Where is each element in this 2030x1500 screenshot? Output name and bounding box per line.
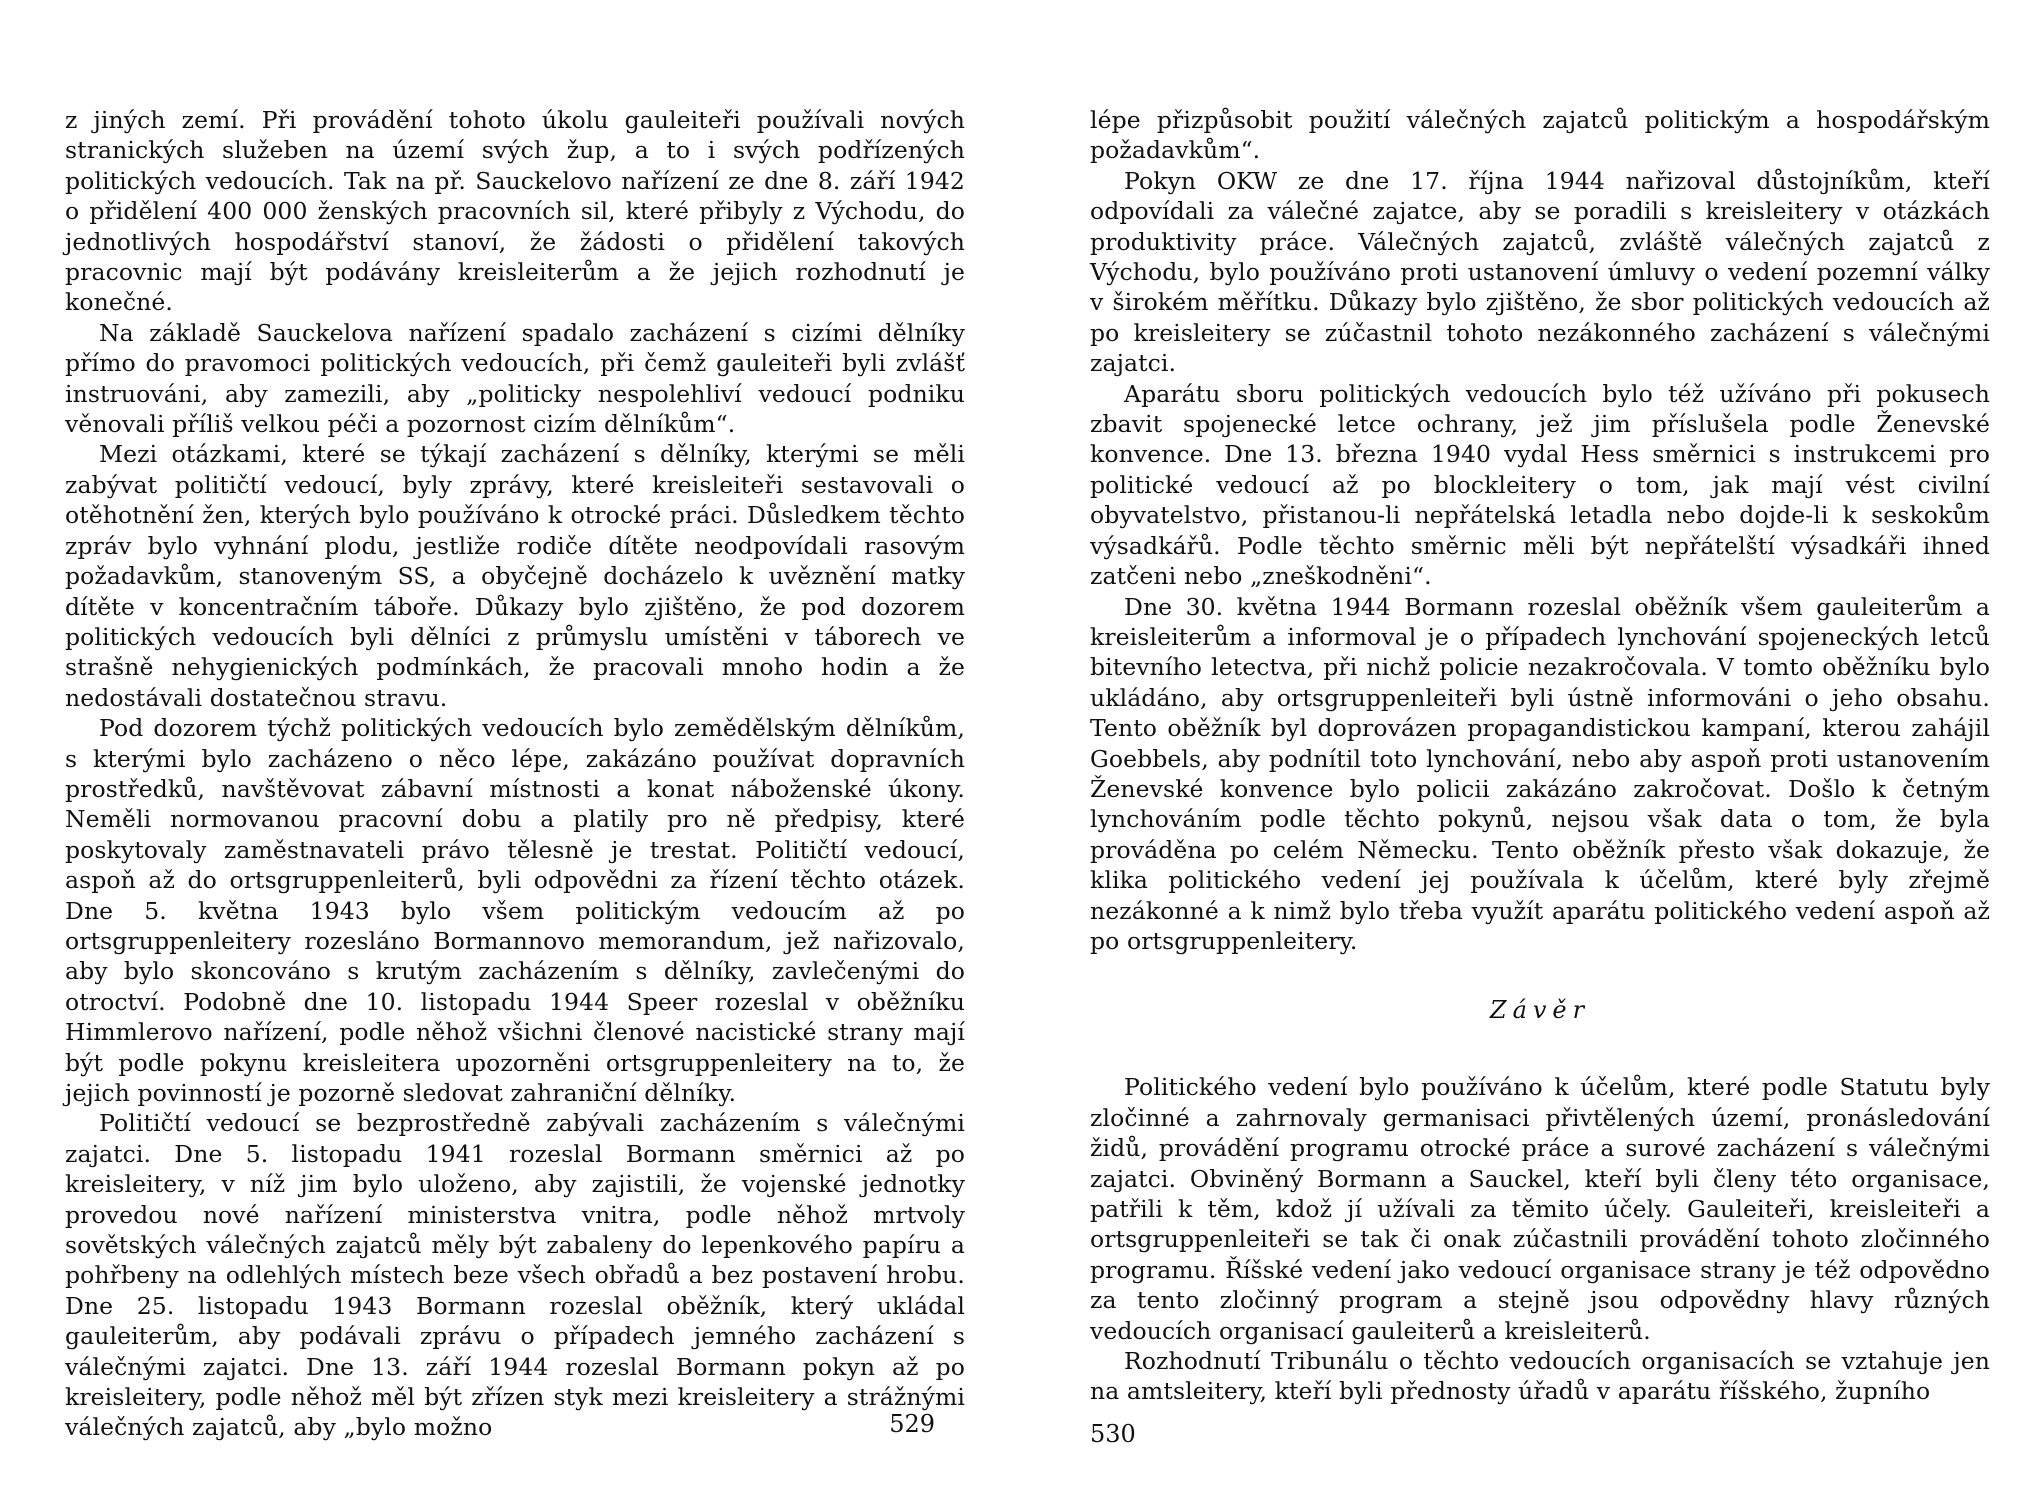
right-page-text (1090, 0, 1990, 1407)
paragraph: Političtí vedoucí se bezprostředně zabývali zacházením s válečnými zajatci. Dne 5. listopadu 1941 rozeslal Bormann směrnici až po kreisleitery, v níž jim bylo uloženo, aby zajistili, že vojenské jednotky provedou nové nařízení ministerstva vnitra, podle něhož mrtvoly sovětských válečných zajatců měly být zabaleny do lepenkového papíru a pohřbeny na odlehlých místech beze všech obřadů a bez postavení hrobu. Dne 25. listopadu 1943 Bormann rozeslal oběžník, který ukládal gauleiterům, aby podávali zprávu o případech jemného zacházení s válečnými zajatci. Dne 13. září 1944 rozeslal Bormann pokyn až po kreisleitery, podle něhož měl být zřízen styk mezi kreisleitery a strážnými válečných zajatců, aby „bylo možno (65, 1109, 965, 1442)
section-heading: Závěr (1489, 996, 1591, 1025)
right-page (1090, 0, 1990, 1500)
paragraph: Pod dozorem týchž politických vedoucích bylo zemědělským dělníkům, s kterými bylo zacházeno o něco lépe, zakázáno používat dopravních prostředků, navštěvovat zábavní místnosti a konat náboženské úkony. Neměli normovanou pracovní dobu a platily pro ně předpisy, které poskytovaly zaměstnavateli právo tělesně je trestat. Političtí vedoucí, aspoň až do ortsgruppenleiterů, byli odpovědni za řízení těchto otázek. Dne 5. května 1943 bylo všem politickým vedoucím až po ortsgruppenleitery rozesláno Bormannovo memorandum, jež nařizovalo, aby bylo skoncováno s krutým zacházením s dělníky, zavlečenými do otroctví. Podobně dne 10. listopadu 1944 Speer rozeslal v oběžníku Himmlerovo nařízení, podle něhož všichni členové nacistické strany mají být podle pokynu kreisleitera upozorněni ortsgruppenleitery na to, že jejich povinností je pozorně sledovat zahraniční dělníky. (65, 714, 965, 1107)
paragraph: z jiných zemí. Při provádění tohoto úkolu gauleiteři používali nových stranických služeben na území svých žup, a to i svých podřízených politických vedoucích. Tak na př. Sauckelovo nařízení ze dne 8. září 1942 o přidělení 400 000 ženských pracovních sil, které přibyly z Východu, do jednotlivých hospodářství stanoví, že žádosti o přidělení takových pracovnic mají být podávány kreisleiterům a že jejich rozhodnutí je konečné. (65, 106, 965, 317)
paragraph: Pokyn OKW ze dne 17. října 1944 nařizoval důstojníkům, kteří odpovídali za válečné zajatce, aby se poradili s kreisleitery v otázkách produktivity práce. Válečných zajatců, zvláště válečných zajatců z Východu, bylo používáno proti ustanovení úmluvy o vedení pozemní války v širokém měřítku. Důkazy bylo zjištěno, že sbor politických vedoucích až po kreisleitery se zúčastnil tohoto nezákonného zacházení s válečnými zajatci. (1090, 166, 1990, 378)
paragraph: Aparátu sboru politických vedoucích bylo též užíváno při pokusech zbavit spojenecké letce ochrany, jež jim příslušela podle Ženevské konvence. Dne 13. března 1940 vydal Hess směrnici s instrukcemi pro politické vedoucí až po blockleitery o tom, jak mají vést civilní obyvatelstvo, přistanou-li nepřátelská letadla nebo dojde-li k seskokům výsadkářů. Podle těchto směrnic měli být nepřátelští výsadkáři ihned zatčeni nebo „zneškodněni“. (1090, 379, 1990, 591)
paragraph: Politického vedení bylo používáno k účelům, které podle Statutu byly zločinné a zahrnovaly germanisaci přivtělených území, pronásledování židů, provádění programu otrocké práce a surové zacházení s válečnými zajatci. Obviněný Bormann a Sauckel, kteří byli členy této organisace, patřili k těm, kdož jí užívali za těmito účely. Gauleiteři, kreisleiteři a ortsgruppenleiteři se tak či onak zúčastnili provádění tohoto zločinného programu. Říšské vedení jako vedoucí organisace strany je též odpovědno za tento zločinný program a stejně jsou odpovědny hlavy různých vedoucích organisací gauleiterů a kreisleiterů. (1090, 1073, 1990, 1345)
paragraph: Rozhodnutí Tribunálu o těchto vedoucích organisacích se vztahuje jen na amtsleitery, kteří byli přednosty úřadů v aparátu říšského, župního (1090, 1347, 1990, 1406)
paragraph: Dne 30. května 1944 Bormann rozeslal oběžník všem gauleiterům a kreisleiterům a informoval je o případech lynchování spojeneckých letců bitevního letectva, při nichž policie nezakročovala. V tomto oběžníku bylo ukládáno, aby ortsgruppenleiteři byli ústně informováni o jeho obsahu. Tento oběžník byl doprovázen propagandistickou kampaní, kterou zahájil Goebbels, aby podnítil toto lynchování, nebo aby aspoň proti ustanovením Ženevské konvence bylo policii zakázáno zakročovat. Došlo k četným lynchováním podle těchto pokynů, nejsou však data o tom, že byla prováděna po celém Německu. Tento oběžník přesto však dokazuje, že klika politického vedení jej používala k účelům, které byly zřejmě nezákonné a k nimž bylo třeba využít aparátu politického vedení aspoň až po ortsgruppenleitery. (1090, 592, 1990, 955)
paragraph: lépe přizpůsobit použití válečných zajatců politickým a hospodářským požadavkům“. (1090, 106, 1990, 165)
paragraph: Na základě Sauckelova nařízení spadalo zacházení s cizími dělníky přímo do pravomoci politických vedoucích, při čemž gauleiteři byli zvlášť instruováni, aby zamezili, aby „politicky nespolehliví vedoucí podniku věnovali příliš velkou péči a pozornost cizím dělníkům“. (65, 318, 965, 439)
page-number-left: 529 (889, 1410, 935, 1438)
left-page-text (65, 0, 965, 1443)
page-number-right: 530 (1090, 1420, 1136, 1448)
left-page (65, 0, 965, 1500)
paragraph: Mezi otázkami, které se týkají zacházení s dělníky, kterými se měli zabývat političtí vedoucí, byly zprávy, které kreisleiteři sestavovali o otěhotnění žen, kterých bylo používáno k otrocké práci. Důsledkem těchto zpráv bylo vyhnání plodu, jestliže rodiče dítěte neodpovídali rasovým požadavkům, stanoveným SS, a obyčejně docházelo k uvěznění matky dítěte v koncentračním táboře. Důkazy bylo zjištěno, že pod dozorem politických vedoucích byli dělníci z průmyslu umístěni v táborech ve strašně nehygienických podmínkách, že pracovali mnoho hodin a že nedostávali dostatečnou stravu. (65, 440, 965, 712)
